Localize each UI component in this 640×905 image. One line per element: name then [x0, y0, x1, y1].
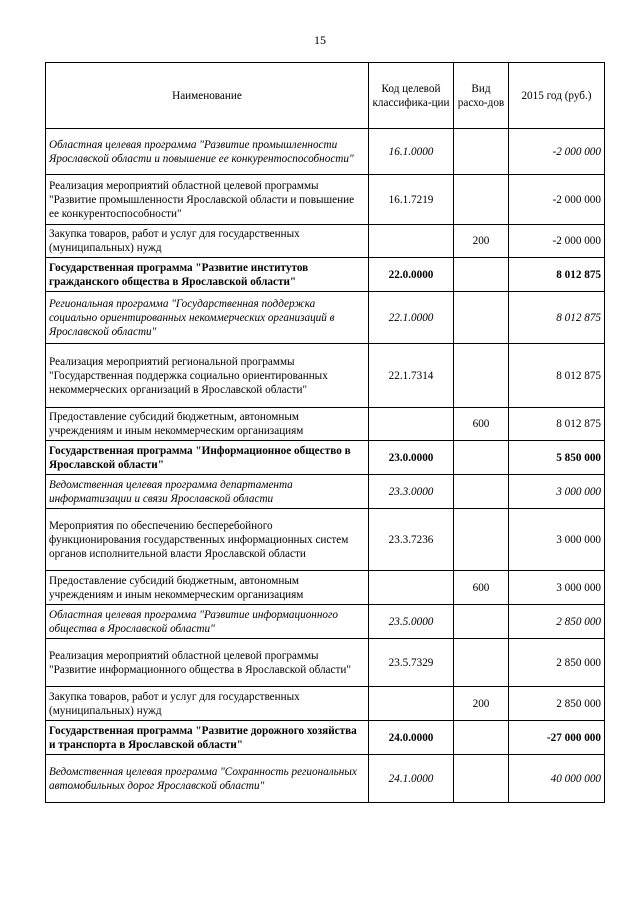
row-vid-cell: [454, 175, 509, 225]
row-vid-cell: [454, 292, 509, 344]
row-amount-cell: 3 000 000: [509, 475, 605, 509]
row-amount-cell: -2 000 000: [509, 225, 605, 258]
table-row: [46, 605, 605, 639]
row-amount-cell: -2 000 000: [509, 175, 605, 225]
row-name-cell: Государственная программа "Развитие институтов гражданского общества в Ярославской области": [46, 258, 369, 292]
row-code-cell: 16.1.7219: [369, 175, 454, 225]
table-row: [46, 292, 605, 344]
row-amount-cell: 8 012 875: [509, 292, 605, 344]
table-row: [46, 721, 605, 755]
table-row: [46, 571, 605, 605]
row-vid-cell: [454, 258, 509, 292]
row-name-cell: Реализация мероприятий областной целевой программы "Развитие информационного общества в Ярославской области": [46, 639, 369, 687]
row-name-cell: Предоставление субсидий бюджетным, автономным учреждениям и иным некоммерческим организациям: [46, 408, 369, 441]
row-name-cell: Закупка товаров, работ и услуг для государственных (муниципальных) нужд: [46, 687, 369, 721]
row-name-cell: Ведомственная целевая программа "Сохранность региональных автомобильных дорог Ярославской области": [46, 755, 369, 803]
row-name-cell: Мероприятия по обеспечению бесперебойного функционирования государственных информационных систем органов исполнительной власти Ярославской области: [46, 509, 369, 571]
row-vid-cell: [454, 475, 509, 509]
row-code-cell: 23.3.7236: [369, 509, 454, 571]
row-code-cell: [369, 408, 454, 441]
row-vid-cell: [454, 721, 509, 755]
table-row: [46, 755, 605, 803]
row-amount-cell: 2 850 000: [509, 687, 605, 721]
row-code-cell: 23.3.0000: [369, 475, 454, 509]
row-name-cell: Реализация мероприятий областной целевой программы "Развитие промышленности Ярославской области и повышение ее конкурентоспособности": [46, 175, 369, 225]
row-code-cell: [369, 225, 454, 258]
table-header-row: [46, 63, 605, 129]
row-vid-cell: 600: [454, 571, 509, 605]
row-vid-cell: 200: [454, 225, 509, 258]
row-amount-cell: 40 000 000: [509, 755, 605, 803]
row-amount-cell: 8 012 875: [509, 408, 605, 441]
table-row: [46, 258, 605, 292]
header-code: Код целевой классифика-ции: [369, 63, 454, 129]
row-vid-cell: 600: [454, 408, 509, 441]
page-number: 15: [314, 33, 326, 47]
row-amount-cell: -27 000 000: [509, 721, 605, 755]
row-amount-cell: 2 850 000: [509, 605, 605, 639]
row-vid-cell: [454, 639, 509, 687]
row-vid-cell: [454, 755, 509, 803]
row-code-cell: 23.5.0000: [369, 605, 454, 639]
header-vid: Вид расхо-дов: [454, 63, 509, 129]
row-name-cell: Ведомственная целевая программа департамента информатизации и связи Ярославской области: [46, 475, 369, 509]
table-row: [46, 509, 605, 571]
row-amount-cell: 2 850 000: [509, 639, 605, 687]
row-name-cell: Государственная программа "Информационное общество в Ярославской области": [46, 441, 369, 475]
row-amount-cell: -2 000 000: [509, 129, 605, 175]
row-amount-cell: 3 000 000: [509, 509, 605, 571]
row-amount-cell: 3 000 000: [509, 571, 605, 605]
row-amount-cell: 8 012 875: [509, 344, 605, 408]
row-name-cell: Государственная программа "Развитие дорожного хозяйства и транспорта в Ярославской области": [46, 721, 369, 755]
row-vid-cell: [454, 605, 509, 639]
table-row: [46, 225, 605, 258]
row-vid-cell: [454, 441, 509, 475]
table-row: [46, 408, 605, 441]
row-code-cell: [369, 687, 454, 721]
table-row: [46, 687, 605, 721]
row-name-cell: Региональная программа "Государственная поддержка социально ориентированных некоммерческих организаций в Ярославской области": [46, 292, 369, 344]
table-row: [46, 344, 605, 408]
row-name-cell: Областная целевая программа "Развитие информационного общества в Ярославской области": [46, 605, 369, 639]
row-code-cell: 24.1.0000: [369, 755, 454, 803]
row-vid-cell: 200: [454, 687, 509, 721]
row-code-cell: 22.1.0000: [369, 292, 454, 344]
table-row: [46, 441, 605, 475]
row-vid-cell: [454, 344, 509, 408]
table-row: [46, 175, 605, 225]
row-vid-cell: [454, 129, 509, 175]
row-amount-cell: 5 850 000: [509, 441, 605, 475]
row-code-cell: 22.1.7314: [369, 344, 454, 408]
row-code-cell: 24.0.0000: [369, 721, 454, 755]
header-name: Наименование: [46, 63, 369, 129]
row-name-cell: Областная целевая программа "Развитие промышленности Ярославской области и повышение ее конкурентоспособности": [46, 129, 369, 175]
row-code-cell: 23.0.0000: [369, 441, 454, 475]
row-code-cell: 23.5.7329: [369, 639, 454, 687]
table-row: [46, 129, 605, 175]
table-row: [46, 475, 605, 509]
row-amount-cell: 8 012 875: [509, 258, 605, 292]
budget-table: [45, 62, 605, 803]
row-name-cell: Предоставление субсидий бюджетным, автономным учреждениям и иным некоммерческим организациям: [46, 571, 369, 605]
table-row: [46, 639, 605, 687]
row-name-cell: Закупка товаров, работ и услуг для государственных (муниципальных) нужд: [46, 225, 369, 258]
row-code-cell: 16.1.0000: [369, 129, 454, 175]
row-code-cell: [369, 571, 454, 605]
header-amount: 2015 год (руб.): [509, 63, 605, 129]
row-vid-cell: [454, 509, 509, 571]
row-code-cell: 22.0.0000: [369, 258, 454, 292]
row-name-cell: Реализация мероприятий региональной программы "Государственная поддержка социально ориентированных некоммерческих организаций в Ярославской области": [46, 344, 369, 408]
